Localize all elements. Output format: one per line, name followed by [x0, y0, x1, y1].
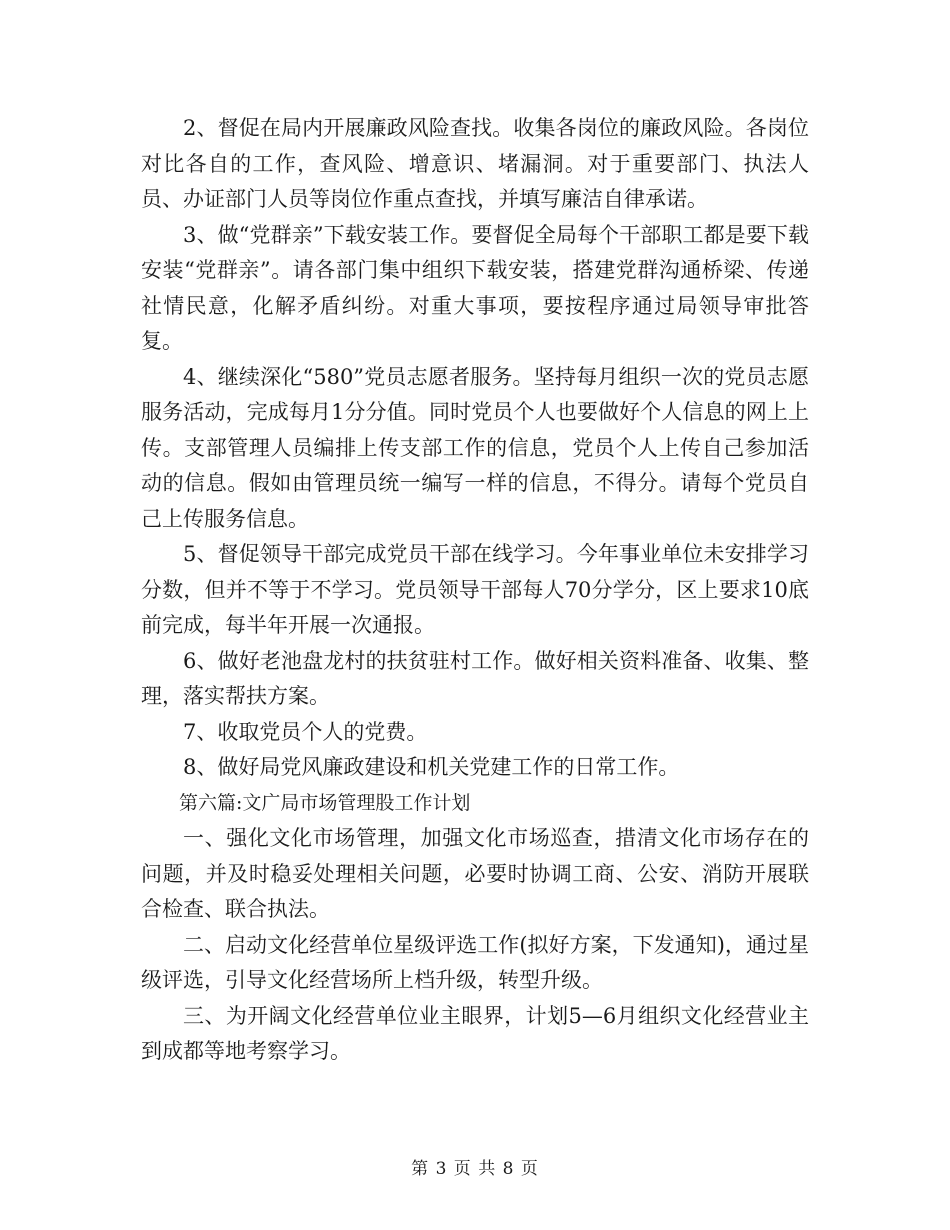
paragraph-section-2: 二、启动文化经营单位星级评选工作(拟好方案，下发通知)，通过星级评选，引导文化经营场所上档升级，转型升级。 — [141, 932, 809, 992]
paragraph-item-7: 7、收取党员个人的党费。 — [183, 719, 428, 744]
paragraph-item-8: 8、做好局党风廉政建设和机关党建工作的日常工作。 — [183, 755, 680, 779]
section-heading: 第六篇:文广局市场管理股工作计划 — [179, 791, 471, 814]
paragraph-item-4: 4、继续深化“580”党员志愿者服务。坚持每月组织一次的党员志愿服务活动，完成每月1分分值。同时党员个人也要做好个人信息的网上上传。支部管理人员编排上传支部工作的信息，党员个人上传自己参加活动的信息。假如由管理员统一编写一样的信息，不得分。请每个党员自己上传服务信息。 — [141, 364, 809, 531]
paragraph-item-3: 3、做“党群亲”下载安装工作。要督促全局每个干部职工都是要下载安装“党群亲”。请各部门集中组织下载安装，搭建党群沟通桥梁、传递社情民意，化解矛盾纠纷。对重大事项，要按程序通过局领导审批答复。 — [141, 222, 809, 353]
paragraph-item-5: 5、督促领导干部完成党员干部在线学习。今年事业单位未安排学习分数，但并不等于不学习。党员领导干部每人70分学分，区上要求10底前完成，每半年开展一次通报。 — [141, 542, 809, 637]
paragraph-item-6: 6、做好老池盘龙村的扶贫驻村工作。做好相关资料准备、收集、整理，落实帮扶方案。 — [141, 648, 809, 708]
document-body — [141, 111, 809, 1070]
paragraph-section-1: 一、强化文化市场管理，加强文化市场巡查，措清文化市场存在的问题，并及时稳妥处理相关问题，必要时协调工商、公安、消防开展联合检查、联合执法。 — [141, 826, 809, 921]
paragraph-item-2: 2、督促在局内开展廉政风险查找。收集各岗位的廉政风险。各岗位对比各自的工作，查风险、增意识、堵漏洞。对于重要部门、执法人员、办证部门人员等岗位作重点查找，并填写廉洁自律承诺。 — [141, 116, 809, 211]
paragraph-section-3: 三、为开阔文化经营单位业主眼界，计划5—6月组织文化经营业主到成都等地考察学习。 — [141, 1003, 809, 1063]
page-number-footer: 第 3 页 共 8 页 — [411, 1159, 539, 1179]
